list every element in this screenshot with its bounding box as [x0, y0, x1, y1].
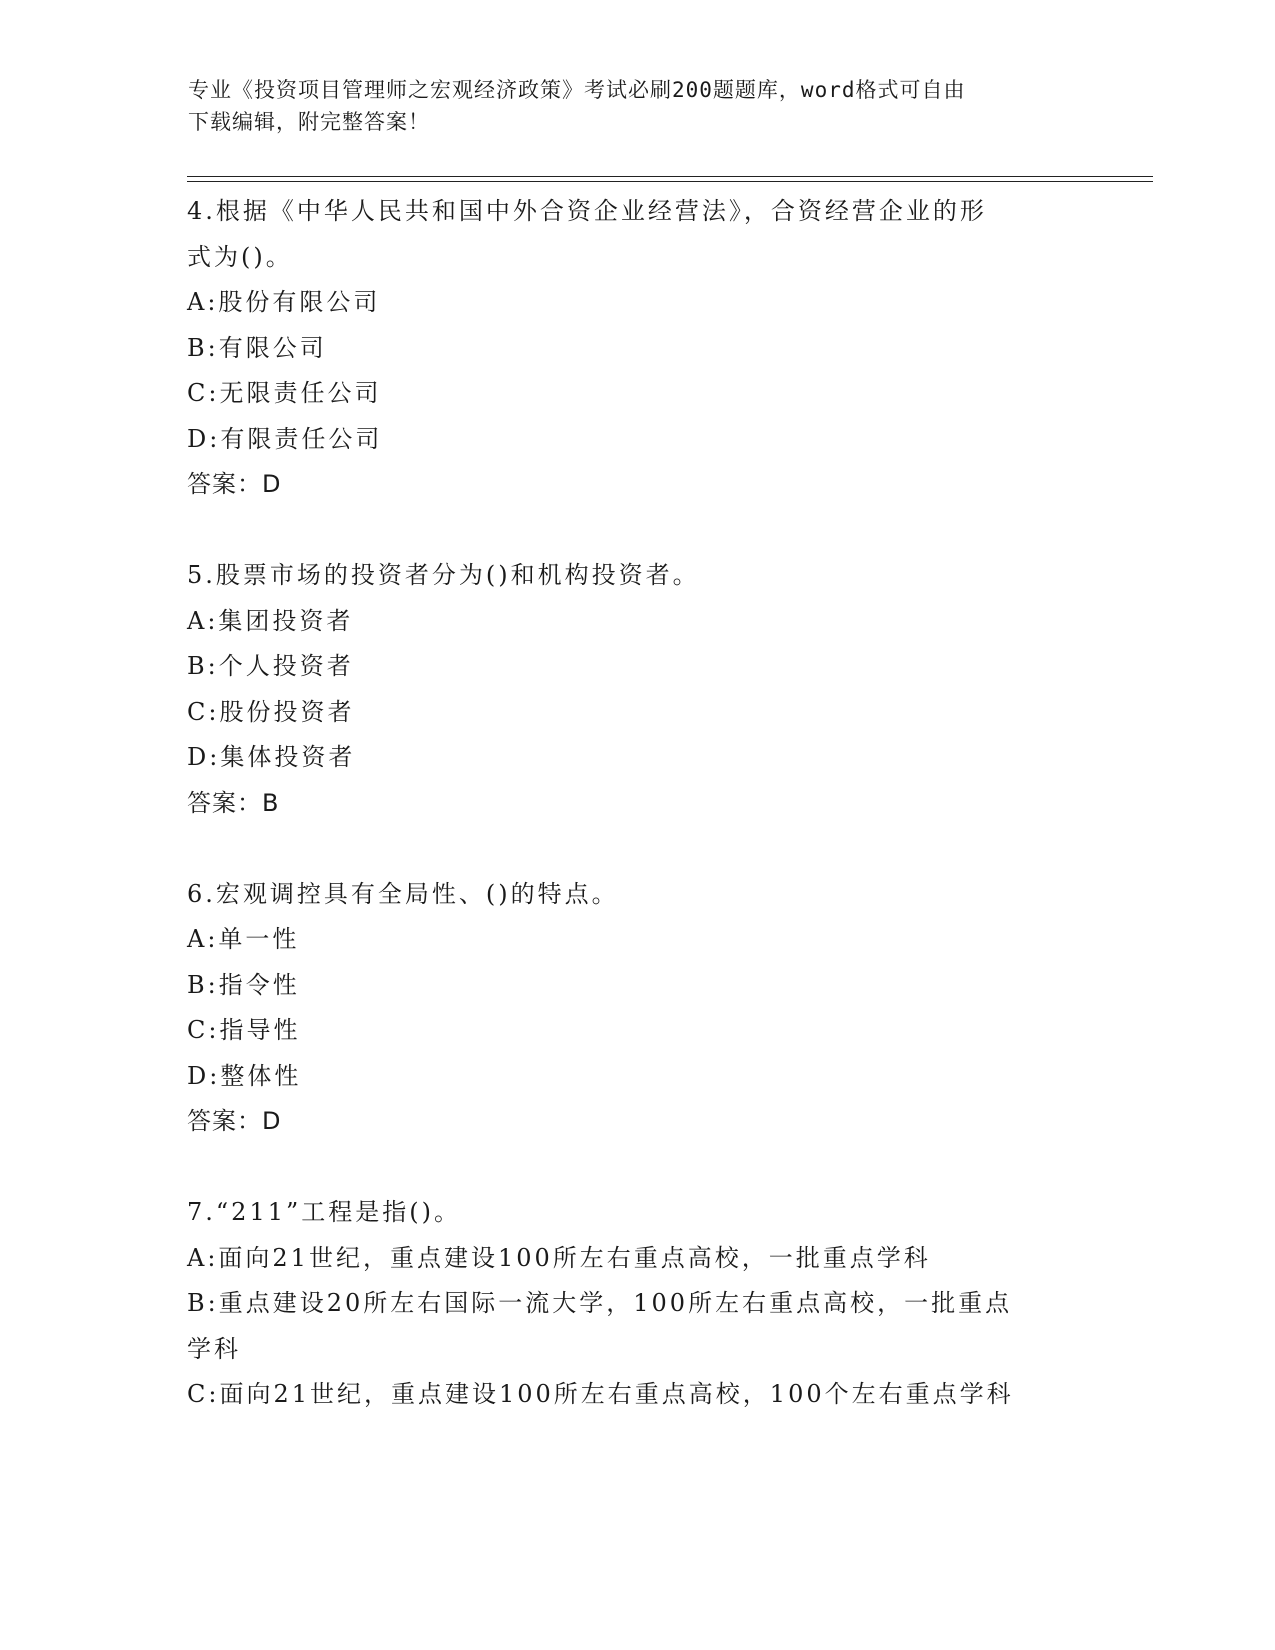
question-stem-continued: 式为()。: [187, 242, 293, 271]
option-a: A:面向21世纪，重点建设100所左右重点高校，一批重点学科: [187, 1243, 931, 1272]
header-line-1: 专业《投资项目管理师之宏观经济政策》考试必刷200题题库，word格式可自由: [188, 78, 966, 102]
option-b: B:指令性: [187, 970, 300, 999]
answer: 答案：D: [187, 1107, 282, 1135]
question-spacer: [187, 1145, 1087, 1191]
option-c: C:股份投资者: [187, 697, 355, 726]
question-spacer: [187, 826, 1087, 872]
question-stem: 7.“211”工程是指()。: [187, 1198, 461, 1226]
option-a: A:集团投资者: [187, 606, 354, 635]
option-d: D:整体性: [187, 1061, 302, 1090]
answer: 答案：B: [187, 788, 280, 817]
question-6: [187, 872, 1087, 1145]
option-c: C:指导性: [187, 1016, 301, 1044]
header-divider-bottom: [187, 181, 1153, 182]
question-stem: 6.宏观调控具有全局性、()的特点。: [187, 879, 619, 908]
question-4: [187, 189, 1087, 508]
option-c: C:无限责任公司: [187, 379, 382, 407]
option-b-continued: 学科: [187, 1334, 241, 1363]
header-line-2: 下载编辑，附完整答案！: [188, 110, 430, 134]
question-stem: 4.根据《中华人民共和国中外合资企业经营法》，合资经营企业的形: [187, 197, 987, 225]
option-a: A:单一性: [187, 925, 300, 953]
header-divider-top: [187, 176, 1153, 177]
option-b: B:重点建设20所左右国际一流大学，100所左右重点高校，一批重点: [187, 1289, 1013, 1317]
question-stem: 5.股票市场的投资者分为()和机构投资者。: [187, 561, 700, 589]
question-7: [187, 1190, 1087, 1418]
question-5: [187, 553, 1087, 826]
question-list: [187, 189, 1087, 1418]
document-header: [188, 74, 1068, 138]
option-d: D:集体投资者: [187, 743, 356, 771]
answer: 答案：D: [187, 470, 282, 498]
option-b: B:有限公司: [187, 333, 327, 362]
option-d: D:有限责任公司: [187, 424, 383, 453]
option-a: A:股份有限公司: [187, 288, 381, 316]
question-spacer: [187, 508, 1087, 554]
option-b: B:个人投资者: [187, 652, 354, 680]
option-c: C:面向21世纪，重点建设100所左右重点高校，100个左右重点学科: [187, 1380, 1014, 1408]
